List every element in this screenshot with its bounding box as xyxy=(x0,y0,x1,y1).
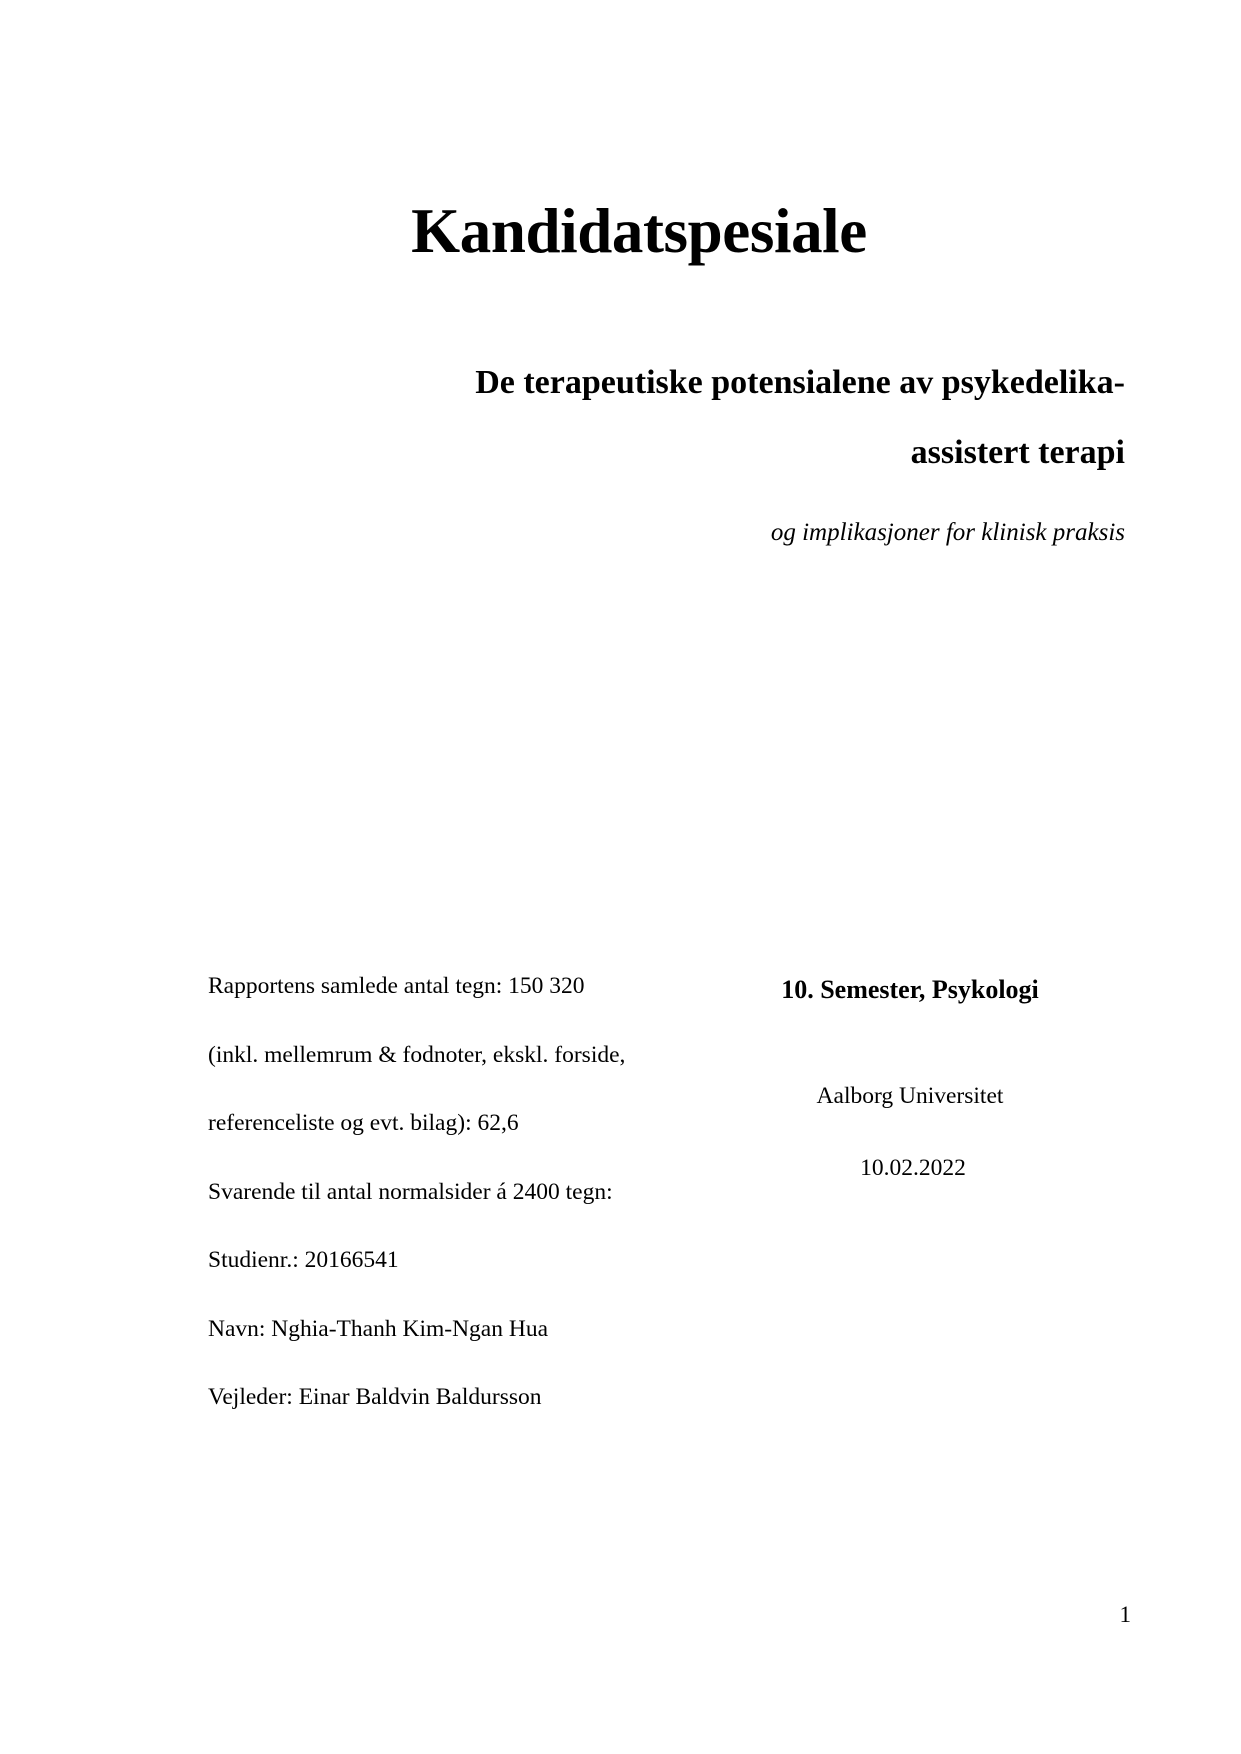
metadata-date: 10.02.2022 xyxy=(860,1155,966,1181)
metadata-author-name: Navn: Nghia-Thanh Kim-Ngan Hua xyxy=(208,1315,549,1342)
title-block xyxy=(115,196,1125,267)
metadata-reference-note: referenceliste og evt. bilag): 62,6 xyxy=(208,1110,519,1136)
metadata-block xyxy=(0,973,1241,1410)
metadata-total-characters: Rapportens samlede antal tegn: 150 320 xyxy=(208,973,585,999)
metadata-left-column xyxy=(208,975,678,1455)
page-title: Kandidatspesiale xyxy=(411,196,867,266)
document-tagline: og implikasjoner for klinisk praksis xyxy=(770,519,1125,546)
metadata-right-column xyxy=(700,975,1120,1227)
metadata-university: Aalborg Universitet xyxy=(816,1083,1004,1109)
document-subtitle-line-2: assistert terapi xyxy=(910,433,1125,471)
metadata-semester: 10. Semester, Psykologi xyxy=(781,975,1039,1004)
metadata-student-number: Studienr.: 20166541 xyxy=(208,1247,399,1273)
metadata-normal-pages: Svarende til antal normalsider á 2400 tegn: xyxy=(208,1178,613,1205)
document-subtitle-line-1: De terapeutiske potensialene av psykedelika- xyxy=(475,364,1125,401)
metadata-supervisor: Vejleder: Einar Baldvin Baldursson xyxy=(208,1384,542,1410)
tagline-block xyxy=(175,515,1125,550)
page-number: 1 xyxy=(1119,1602,1131,1627)
metadata-inclusion-note: (inkl. mellemrum & fodnoter, ekskl. forside, xyxy=(208,1041,626,1068)
subtitle-block xyxy=(175,348,1125,487)
